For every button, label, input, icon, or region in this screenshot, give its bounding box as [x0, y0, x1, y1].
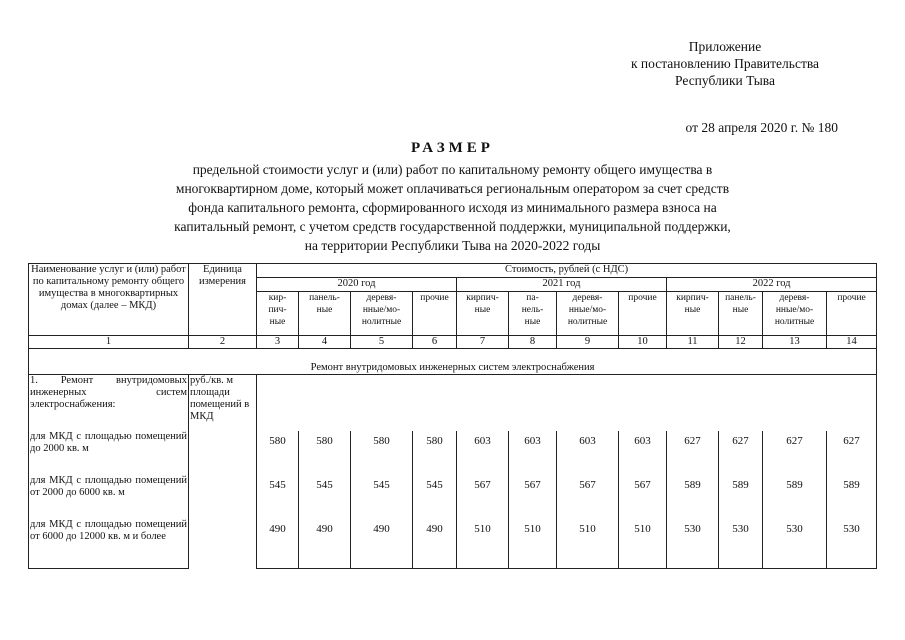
- appendix-line: Республики Тыва: [675, 73, 775, 88]
- header-material-line: ные: [474, 305, 491, 315]
- cost-value: 490: [413, 519, 457, 569]
- column-number: 5: [351, 336, 413, 349]
- header-material-line: нные/мо-: [775, 305, 814, 315]
- header-unit: Единица измерения: [189, 264, 257, 336]
- column-number: 12: [719, 336, 763, 349]
- header-material-line: нолитные: [774, 317, 815, 327]
- header-material-line: нолитные: [567, 317, 608, 327]
- column-number: 2: [189, 336, 257, 349]
- header-material-line: ные: [269, 317, 286, 327]
- table-row: [29, 475, 877, 519]
- cost-value: 603: [619, 431, 667, 475]
- header-material-line: прочие: [837, 293, 866, 303]
- subtitle-line: предельной стоимости услуг и (или) работ по капитальному ремонту общего имущества в: [192, 162, 713, 177]
- cost-value: 603: [557, 431, 619, 475]
- header-material: [351, 292, 413, 336]
- cost-value: 530: [827, 519, 877, 569]
- header-material-line: кирпич-: [676, 293, 709, 303]
- cost-value: 589: [667, 475, 719, 519]
- decree-date: от 28 апреля 2020 г. № 180: [685, 120, 838, 135]
- header-material: [457, 292, 509, 336]
- cost-value: 580: [257, 431, 299, 475]
- document-subtitle: [0, 160, 905, 255]
- header-material: [619, 292, 667, 336]
- appendix-line: к постановлению Правительства: [630, 56, 820, 71]
- cost-value: 589: [763, 475, 827, 519]
- header-material-line: ные: [316, 305, 333, 315]
- appendix-header: [560, 38, 890, 89]
- cost-value: 490: [351, 519, 413, 569]
- cost-value: 567: [457, 475, 509, 519]
- header-material: [719, 292, 763, 336]
- cost-value: 603: [457, 431, 509, 475]
- cost-value: 510: [619, 519, 667, 569]
- header-material-line: нель-: [521, 305, 544, 315]
- header-material-line: ные: [524, 317, 541, 327]
- header-material-line: па-: [526, 293, 539, 303]
- column-number: 1: [29, 336, 189, 349]
- subtitle-line: капитальный ремонт, с учетом средств государственной поддержки, муниципальной поддержки,: [174, 219, 731, 234]
- cost-value: 530: [719, 519, 763, 569]
- header-cost: Стоимость, рублей (с НДС): [257, 264, 877, 278]
- column-number: 7: [457, 336, 509, 349]
- cost-value: 510: [509, 519, 557, 569]
- column-number: 11: [667, 336, 719, 349]
- header-material: [413, 292, 457, 336]
- cost-value: 530: [763, 519, 827, 569]
- header-material: [509, 292, 557, 336]
- cost-value: 580: [413, 431, 457, 475]
- header-material-line: ные: [732, 305, 749, 315]
- cost-value: 490: [299, 519, 351, 569]
- section-title: Ремонт внутридомовых инженерных систем электроснабжения: [29, 349, 877, 375]
- column-number: 4: [299, 336, 351, 349]
- cost-value: 627: [763, 431, 827, 475]
- cost-value: 580: [299, 431, 351, 475]
- header-material-line: ные: [684, 305, 701, 315]
- header-material: [763, 292, 827, 336]
- header-material-line: нные/мо-: [362, 305, 401, 315]
- cost-value: 545: [257, 475, 299, 519]
- header-material: [299, 292, 351, 336]
- cost-value: 567: [619, 475, 667, 519]
- header-material-line: нолитные: [361, 317, 402, 327]
- cost-value: 627: [719, 431, 763, 475]
- header-year: 2020 год: [257, 278, 457, 292]
- cost-value: 589: [827, 475, 877, 519]
- header-material-line: нные/мо-: [568, 305, 607, 315]
- header-material-line: кирпич-: [466, 293, 499, 303]
- column-number: 6: [413, 336, 457, 349]
- item-unit: руб./кв. м площади помещений в МКД: [189, 375, 257, 569]
- column-number: 9: [557, 336, 619, 349]
- header-material: [667, 292, 719, 336]
- cost-value: 627: [667, 431, 719, 475]
- header-material-line: прочие: [628, 293, 657, 303]
- header-material-line: прочие: [420, 293, 449, 303]
- cost-value: 490: [257, 519, 299, 569]
- row-name: для МКД с площадью помещений до 2000 кв. м: [29, 431, 189, 475]
- subtitle-line: многоквартирном доме, который может оплачиваться региональным оператором за счет средств: [175, 181, 730, 196]
- cost-value: 545: [351, 475, 413, 519]
- subtitle-line: фонда капитального ремонта, сформированного исходя из минимального размера взноса на: [188, 200, 717, 215]
- item-title: 1. Ремонт внутридомовых инженерных систем электроснабжения:: [29, 375, 189, 431]
- row-name: для МКД с площадью помещений от 2000 до 6000 кв. м: [29, 475, 189, 519]
- appendix-line: Приложение: [688, 39, 762, 54]
- column-number: 8: [509, 336, 557, 349]
- cost-value: 589: [719, 475, 763, 519]
- cost-value: 530: [667, 519, 719, 569]
- header-service: Наименование услуг и (или) работ по капитальному ремонту общего имущества в многоквартирных домах (далее – МКД): [29, 264, 189, 336]
- table-row: [29, 519, 877, 569]
- table-row: [29, 431, 877, 475]
- header-material-line: деревя-: [366, 293, 397, 303]
- column-number: 14: [827, 336, 877, 349]
- row-name: для МКД с площадью помещений от 6000 до 12000 кв. м и более: [29, 519, 189, 569]
- cost-value: 567: [509, 475, 557, 519]
- header-material-line: деревя-: [779, 293, 810, 303]
- cost-value: 580: [351, 431, 413, 475]
- cost-value: 603: [509, 431, 557, 475]
- cost-value: 545: [299, 475, 351, 519]
- cost-value: 510: [557, 519, 619, 569]
- header-material: [257, 292, 299, 336]
- cost-value: 510: [457, 519, 509, 569]
- cost-table: [28, 263, 877, 569]
- header-material-line: пич-: [268, 305, 287, 315]
- header-material-line: деревя-: [572, 293, 603, 303]
- header-year: 2021 год: [457, 278, 667, 292]
- document-title: РАЗМЕР: [411, 140, 494, 156]
- column-numbers-row: [29, 336, 877, 349]
- header-material: [827, 292, 877, 336]
- header-material-line: кир-: [268, 293, 287, 303]
- header-material-line: панель-: [309, 293, 340, 303]
- header-material-line: панель-: [725, 293, 756, 303]
- header-year: 2022 год: [667, 278, 877, 292]
- cost-value: 627: [827, 431, 877, 475]
- subtitle-line: на территории Республики Тыва на 2020-2022 годы: [304, 238, 601, 253]
- column-number: 3: [257, 336, 299, 349]
- column-number: 10: [619, 336, 667, 349]
- header-material: [557, 292, 619, 336]
- column-number: 13: [763, 336, 827, 349]
- item-title-spacer: [257, 375, 877, 431]
- cost-value: 545: [413, 475, 457, 519]
- cost-value: 567: [557, 475, 619, 519]
